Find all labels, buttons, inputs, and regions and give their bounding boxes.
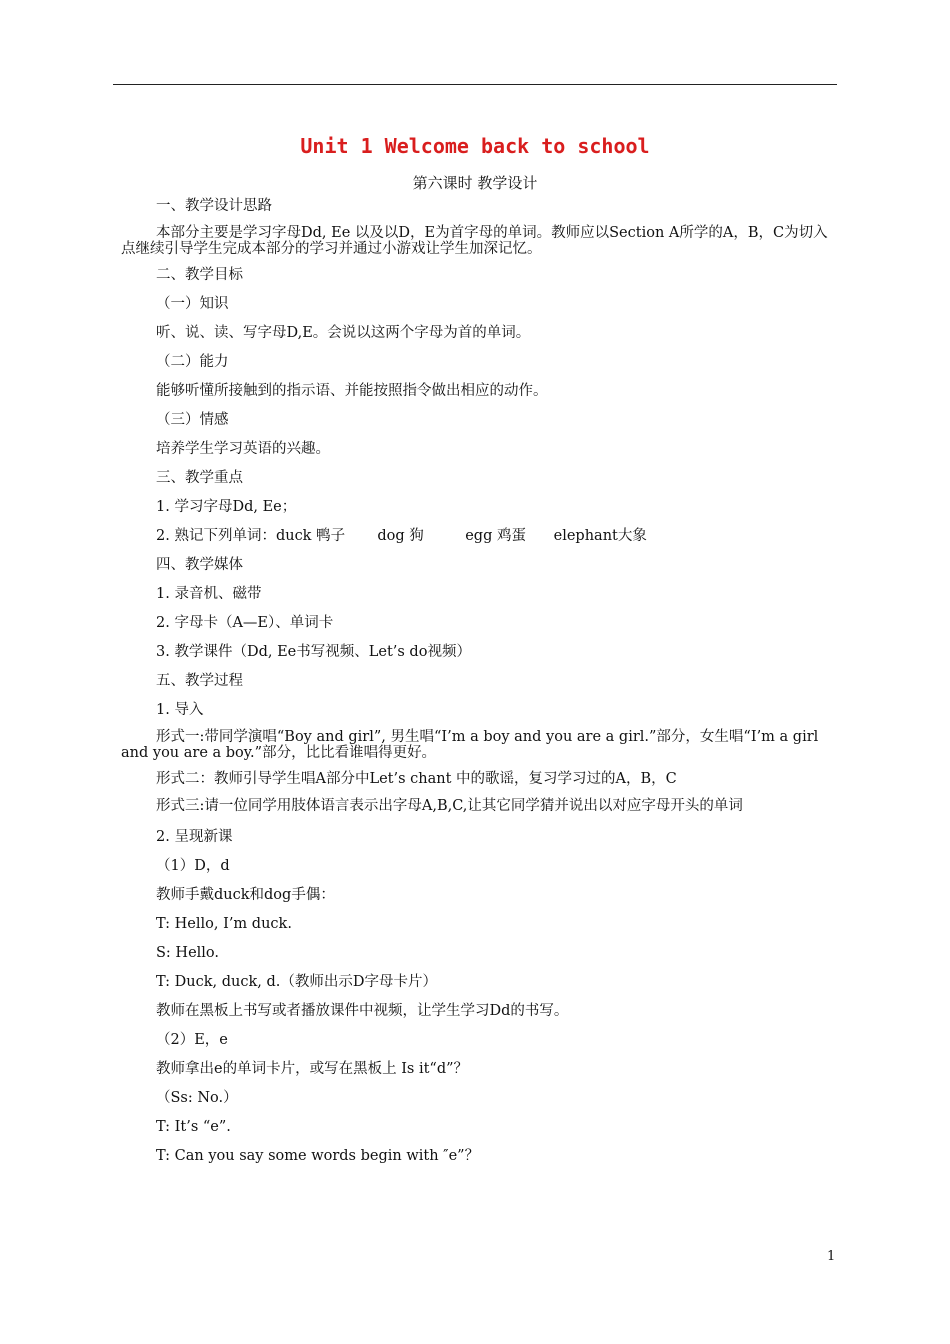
paragraph: 形式三:请一位同学用肢体语言表示出字母A,B,C,让其它同学猜并说出以对应字母开头的单词 bbox=[156, 798, 743, 814]
section-heading: 五、教学过程 bbox=[156, 673, 243, 689]
header-rule bbox=[113, 84, 837, 85]
paragraph: 能够听懂所接触到的指示语、并能按照指令做出相应的动作。 bbox=[156, 383, 548, 399]
document-body bbox=[121, 196, 833, 1167]
section-heading: 二、教学目标 bbox=[156, 267, 243, 283]
list-item: 1. 录音机、磁带 bbox=[156, 586, 262, 602]
list-item: 1. 学习字母Dd, Ee； bbox=[156, 499, 297, 515]
dialogue-line: T: It’s “e”. bbox=[156, 1119, 231, 1135]
subsection-heading: （二）能力 bbox=[156, 354, 229, 370]
section-heading: 一、教学设计思路 bbox=[156, 198, 272, 214]
document-title: Unit 1 Welcome back to school bbox=[300, 134, 650, 158]
list-item: 2. 呈现新课 bbox=[156, 829, 233, 845]
dialogue-line: （Ss: No.） bbox=[156, 1090, 238, 1106]
section-heading: 四、教学媒体 bbox=[156, 557, 243, 573]
dialogue-line: T: Duck, duck, d.（教师出示D字母卡片） bbox=[156, 974, 438, 990]
paragraph: 教师在黑板上书写或者播放课件中视频，让学生学习Dd的书写。 bbox=[156, 1003, 569, 1019]
subsection-heading: （三）情感 bbox=[156, 412, 229, 428]
dialogue-line: T: Can you say some words begin with ″e”？ bbox=[156, 1148, 480, 1164]
paragraph: 培养学生学习英语的兴趣。 bbox=[156, 441, 330, 457]
paragraph: 形式一:带同学演唱“Boy and girl”, 男生唱“I’m a boy and you are a girl.”部分，女生唱“I’m a girl and you are a boy.”部分，比比看谁唱得更好。 bbox=[121, 729, 819, 761]
paragraph: 形式二：教师引导学生唱A部分中Let’s chant 中的歌谣，复习学习过的A，B，C bbox=[156, 771, 677, 787]
dialogue-line: T: Hello, I’m duck. bbox=[156, 916, 292, 932]
list-item: 3. 教学课件（Dd, Ee书写视频、Let’s do视频） bbox=[156, 644, 471, 660]
list-item: 2. 熟记下列单词：duck 鸭子 dog 狗 egg 鸡蛋 elephant大象 bbox=[156, 528, 647, 544]
paragraph: 听、说、读、写字母D,E。会说以这两个字母为首的单词。 bbox=[156, 325, 531, 341]
subsection-heading: （一）知识 bbox=[156, 296, 229, 312]
document-subtitle: 第六课时 教学设计 bbox=[412, 174, 538, 192]
list-item: 2. 字母卡（A—E）、单词卡 bbox=[156, 615, 334, 631]
section-heading: 三、教学重点 bbox=[156, 470, 243, 486]
paragraph: 教师手戴duck和dog手偶： bbox=[156, 887, 335, 903]
list-item: 1. 导入 bbox=[156, 702, 204, 718]
paragraph: 教师拿出e的单词卡片，或写在黑板上 Is it“d”？ bbox=[156, 1061, 469, 1077]
subsection-heading: （1）D，d bbox=[156, 858, 230, 874]
subsection-heading: （2）E，e bbox=[156, 1032, 228, 1048]
page-number: 1 bbox=[827, 1249, 836, 1264]
dialogue-line: S: Hello. bbox=[156, 945, 220, 961]
paragraph: 本部分主要是学习字母Dd, Ee 以及以D，E为首字母的单词。教师应以Section A所学的A，B，C为切入点继续引导学生完成本部分的学习并通过小游戏让学生加深记忆。 bbox=[121, 225, 828, 257]
